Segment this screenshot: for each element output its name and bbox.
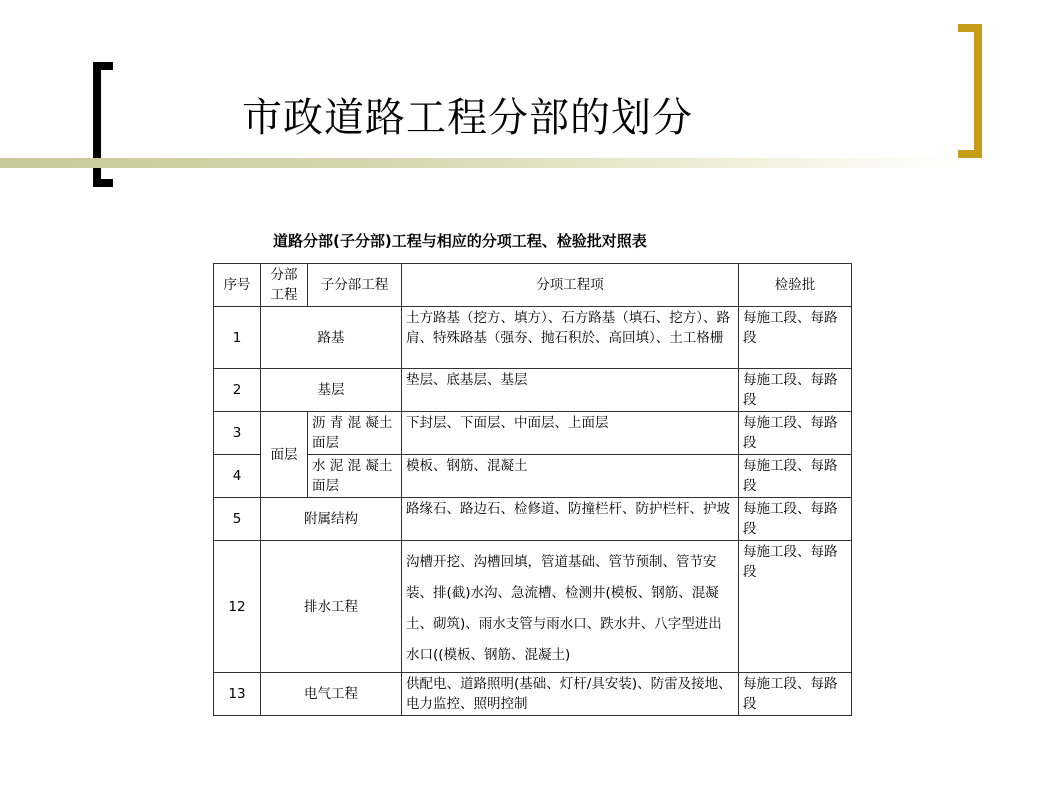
cell-batch: 每施工段、每路段 [739, 369, 852, 412]
cell-batch: 每施工段、每路段 [739, 541, 852, 673]
cell-division: 附属结构 [261, 498, 402, 541]
table-row [214, 673, 852, 716]
cell-items: 供配电、道路照明(基础、灯杆/具安装)、防雷及接地、电力监控、照明控制 [402, 673, 739, 716]
right-bracket-decoration [958, 24, 982, 158]
header-items: 分项工程项 [402, 264, 739, 307]
left-bracket-decoration [93, 62, 113, 187]
cell-items: 下封层、下面层、中面层、上面层 [402, 412, 739, 455]
cell-batch: 每施工段、每路段 [739, 498, 852, 541]
cell-seq: 13 [214, 673, 261, 716]
cell-items: 垫层、底基层、基层 [402, 369, 739, 412]
cell-subdivision: 水 泥 混 凝土面层 [308, 455, 402, 498]
header-division: 分部工程 [261, 264, 308, 307]
cell-seq: 2 [214, 369, 261, 412]
table-row [214, 369, 852, 412]
cell-seq: 5 [214, 498, 261, 541]
header-batch: 检验批 [739, 264, 852, 307]
cell-seq: 4 [214, 455, 261, 498]
cell-subdivision: 沥 青 混 凝土面层 [308, 412, 402, 455]
header-seq: 序号 [214, 264, 261, 307]
table-row [214, 498, 852, 541]
cell-items: 土方路基（挖方、填方）、石方路基（填石、挖方）、路肩、特殊路基（强夯、抛石积於、高回填）、土工格栅 [402, 307, 739, 369]
cell-batch: 每施工段、每路段 [739, 412, 852, 455]
cell-seq: 12 [214, 541, 261, 673]
table-row [214, 455, 852, 498]
cell-division: 路基 [261, 307, 402, 369]
cell-batch: 每施工段、每路段 [739, 307, 852, 369]
cell-division: 面层 [261, 412, 308, 498]
cell-items: 沟槽开挖、沟槽回填，管道基础、管节预制、管节安装、排(截)水沟、急流槽、检测井(模板、钢筋、混凝土、砌筑)、雨水支管与雨水口、跌水井、八字型进出水口((模板、钢筋、混凝土) [402, 541, 739, 673]
table-row [214, 541, 852, 673]
cell-seq: 1 [214, 307, 261, 369]
header-subdivision: 子分部工程 [308, 264, 402, 307]
title-underline-bar [0, 158, 960, 168]
cell-division: 基层 [261, 369, 402, 412]
division-table [213, 263, 852, 716]
table-row [214, 412, 852, 455]
table-row [214, 307, 852, 369]
cell-batch: 每施工段、每路段 [739, 673, 852, 716]
table-header-row [214, 264, 852, 307]
slide-title: 市政道路工程分部的划分 [242, 95, 693, 141]
cell-division: 电气工程 [261, 673, 402, 716]
cell-items: 模板、钢筋、混凝土 [402, 455, 739, 498]
cell-batch: 每施工段、每路段 [739, 455, 852, 498]
table-caption: 道路分部(子分部)工程与相应的分项工程、检验批对照表 [273, 232, 647, 250]
cell-items: 路缘石、路边石、检修道、防撞栏杆、防护栏杆、护坡 [402, 498, 739, 541]
cell-seq: 3 [214, 412, 261, 455]
cell-division: 排水工程 [261, 541, 402, 673]
